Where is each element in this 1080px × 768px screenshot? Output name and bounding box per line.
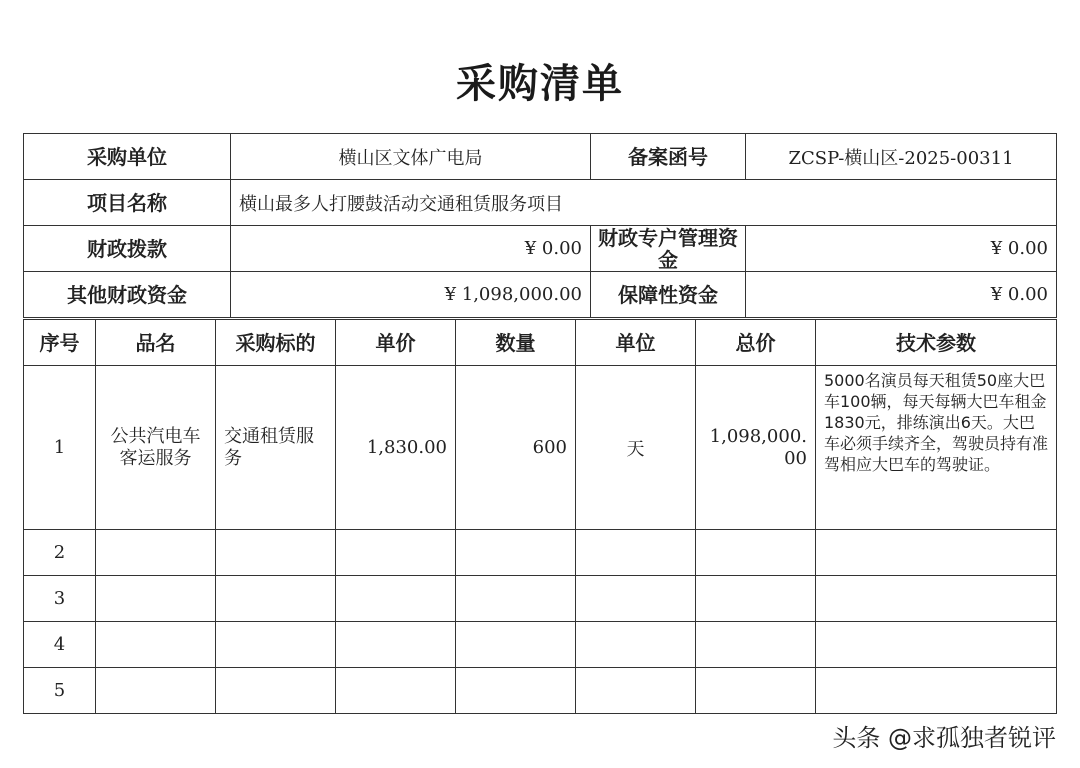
- watermark: 头条 @求孤独者锐评: [832, 724, 1056, 752]
- col-header-no: 序号: [24, 320, 96, 366]
- unit-value: 横山区文体广电局: [231, 134, 591, 180]
- empty-cell: [336, 622, 456, 668]
- row-no: 1: [24, 366, 96, 530]
- col-header-total: 总价: [696, 320, 816, 366]
- other-value: ¥ 1,098,000.00: [231, 272, 591, 318]
- col-header-unit: 单位: [576, 320, 696, 366]
- empty-cell: [96, 622, 216, 668]
- fiscal-label: 财政拨款: [24, 226, 231, 272]
- row-no: 5: [24, 668, 96, 714]
- empty-cell: [816, 576, 1057, 622]
- row-tech: 5000名演员每天租赁50座大巴车100辆，每天每辆大巴车租金1830元，排练演出6天。大巴车必须手续齐全，驾驶员持有准驾相应大巴车的驾驶证。: [816, 366, 1057, 530]
- record-value: ZCSP-横山区-2025-00311: [746, 134, 1057, 180]
- empty-cell: [456, 576, 576, 622]
- empty-cell: [816, 668, 1057, 714]
- table-row: [24, 576, 1057, 622]
- items-table: [23, 319, 1057, 714]
- empty-cell: [696, 668, 816, 714]
- empty-cell: [456, 530, 576, 576]
- special-value: ¥ 0.00: [746, 226, 1057, 272]
- row-unit: 天: [576, 366, 696, 530]
- empty-cell: [216, 530, 336, 576]
- unit-label: 采购单位: [24, 134, 231, 180]
- empty-cell: [576, 530, 696, 576]
- empty-cell: [576, 668, 696, 714]
- row-no: 2: [24, 530, 96, 576]
- info-row-project: [24, 180, 1057, 226]
- row-quantity: 600: [456, 366, 576, 530]
- empty-cell: [456, 622, 576, 668]
- row-total: 1,098,000.00: [696, 366, 816, 530]
- empty-cell: [696, 530, 816, 576]
- table-row: [24, 622, 1057, 668]
- info-table: [23, 133, 1057, 318]
- empty-cell: [216, 668, 336, 714]
- empty-cell: [216, 622, 336, 668]
- empty-cell: [696, 622, 816, 668]
- empty-cell: [696, 576, 816, 622]
- page-title: 采购清单: [456, 61, 624, 107]
- row-unit-price: 1,830.00: [336, 366, 456, 530]
- fiscal-value: ¥ 0.00: [231, 226, 591, 272]
- empty-cell: [576, 622, 696, 668]
- security-value: ¥ 0.00: [746, 272, 1057, 318]
- info-row-fiscal: [24, 226, 1057, 272]
- project-value: 横山最多人打腰鼓活动交通租赁服务项目: [231, 180, 1057, 226]
- row-no: 3: [24, 576, 96, 622]
- table-row: [24, 366, 1057, 530]
- empty-cell: [96, 576, 216, 622]
- table-row: [24, 668, 1057, 714]
- info-row-unit: [24, 134, 1057, 180]
- info-row-other: [24, 272, 1057, 318]
- empty-cell: [456, 668, 576, 714]
- empty-cell: [96, 530, 216, 576]
- empty-cell: [816, 530, 1057, 576]
- project-label: 项目名称: [24, 180, 231, 226]
- record-label: 备案函号: [591, 134, 746, 180]
- col-header-name: 品名: [96, 320, 216, 366]
- table-row: [24, 530, 1057, 576]
- items-header-row: [24, 320, 1057, 366]
- col-header-target: 采购标的: [216, 320, 336, 366]
- special-label: 财政专户管理资金: [591, 226, 746, 272]
- other-label: 其他财政资金: [24, 272, 231, 318]
- row-name: 公共汽电车客运服务: [96, 366, 216, 530]
- col-header-unit-price: 单价: [336, 320, 456, 366]
- empty-cell: [336, 530, 456, 576]
- empty-cell: [336, 576, 456, 622]
- empty-cell: [816, 622, 1057, 668]
- col-header-quantity: 数量: [456, 320, 576, 366]
- empty-cell: [96, 668, 216, 714]
- col-header-tech: 技术参数: [816, 320, 1057, 366]
- empty-cell: [216, 576, 336, 622]
- empty-cell: [576, 576, 696, 622]
- security-label: 保障性资金: [591, 272, 746, 318]
- empty-cell: [336, 668, 456, 714]
- row-no: 4: [24, 622, 96, 668]
- row-target: 交通租赁服务: [216, 366, 336, 530]
